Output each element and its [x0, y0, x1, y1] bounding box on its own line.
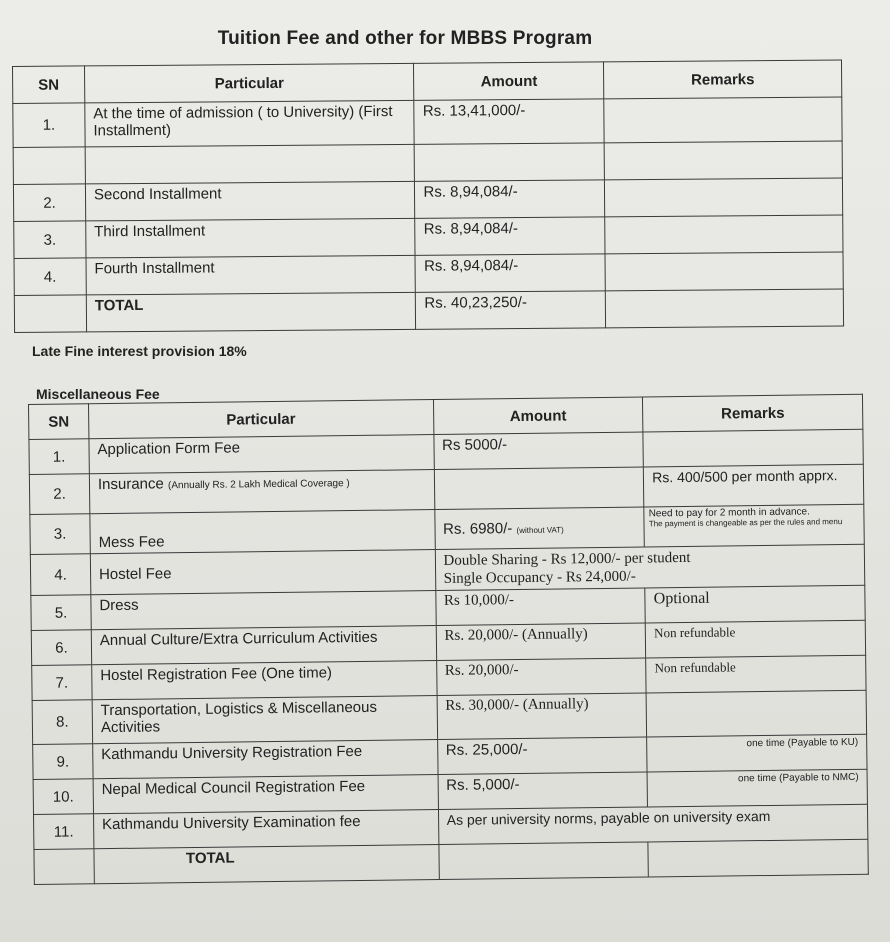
total-label: TOTAL	[86, 292, 416, 332]
cell-amount: Rs 10,000/-	[435, 588, 645, 626]
cell-remarks	[648, 839, 868, 877]
cell-sn: 5.	[31, 595, 91, 631]
cell-particular: Kathmandu University Examination fee	[93, 810, 438, 849]
cell-sn: 6.	[31, 630, 91, 666]
cell-sn: 1.	[13, 103, 85, 148]
cell-remarks: Non refundable	[646, 655, 866, 693]
particular-note: (Annually Rs. 2 Lakh Medical Coverage )	[167, 478, 350, 492]
cell-remarks	[604, 97, 842, 143]
cell-remarks	[604, 141, 842, 180]
cell-amount: Rs. 8,94,084/-	[415, 180, 605, 218]
cell-particular: Application Form Fee	[89, 435, 434, 474]
misc-section-label: Miscellaneous Fee	[36, 386, 160, 402]
cell-sn: 1.	[29, 439, 89, 475]
cell-sn: 4.	[30, 554, 90, 596]
cell-amount: Rs. 20,000/- (Annually)	[436, 623, 646, 661]
cell-sn	[13, 147, 85, 185]
cell-particular: Fourth Installment	[86, 255, 416, 295]
cell-particular: Dress	[91, 591, 436, 630]
cell-amount: As per university norms, payable on university exam	[438, 804, 868, 844]
cell-amount: Rs. 25,000/-	[437, 737, 647, 775]
cell-remarks	[606, 289, 844, 328]
header-particular: Particular	[88, 400, 433, 439]
cell-sn: 9.	[33, 744, 93, 780]
cell-remarks	[605, 215, 843, 254]
cell-particular: Kathmandu University Registration Fee	[93, 740, 438, 779]
document-title: Tuition Fee and other for MBBS Program	[217, 28, 593, 49]
amount-note: (without VAT)	[516, 525, 564, 536]
header-remarks: Remarks	[604, 60, 842, 99]
cell-sn: 2.	[13, 184, 85, 222]
cell-remarks	[643, 429, 863, 467]
cell-remarks: Non refundable	[646, 620, 866, 658]
cell-sn	[34, 849, 94, 885]
cell-sn: 10.	[33, 779, 93, 815]
cell-particular: Nepal Medical Council Registration Fee	[93, 775, 438, 814]
cell-particular: Third Installment	[86, 218, 416, 258]
late-fine-note: Late Fine interest provision 18%	[32, 343, 247, 359]
cell-remarks	[644, 504, 864, 547]
table-header-row	[13, 60, 842, 104]
tuition-fee-table	[12, 59, 844, 333]
cell-amount: Rs 5000/-	[433, 432, 643, 470]
total-row	[14, 289, 843, 333]
cell-sn: 2.	[29, 474, 89, 515]
remarks-note: The payment is changeable as per the rules and menu	[648, 517, 843, 529]
cell-sn: 11.	[34, 814, 94, 850]
cell-amount	[438, 842, 648, 880]
total-amount: Rs. 40,23,250/-	[416, 291, 606, 329]
cell-amount: Double Sharing - Rs 12,000/- per student Single Occupancy - Rs 24,000/-	[435, 544, 865, 590]
remarks-text: Need to pay for 2 month in advance.	[648, 506, 810, 520]
cell-remarks: one time (Payable to KU)	[647, 734, 867, 772]
header-sn: SN	[13, 66, 85, 104]
cell-amount: Rs. 5,000/-	[438, 772, 648, 810]
cell-particular: Second Installment	[85, 181, 415, 221]
amount-text: Rs. 6980/-	[443, 520, 513, 538]
cell-amount	[434, 507, 644, 550]
cell-amount	[434, 467, 644, 510]
cell-amount: Rs. 30,000/- (Annually)	[437, 693, 647, 740]
cell-particular: Mess Fee	[90, 510, 435, 554]
cell-particular	[89, 470, 434, 514]
cell-particular: At the time of admission ( to University) (First Installment)	[85, 100, 415, 147]
cell-particular: Hostel Registration Fee (One time)	[92, 661, 437, 700]
cell-sn	[14, 295, 86, 333]
particular-text: Insurance	[97, 475, 164, 494]
cell-sn: 4.	[14, 258, 86, 296]
cell-particular: Annual Culture/Extra Curriculum Activities	[91, 626, 436, 665]
cell-amount: Rs. 8,94,084/-	[415, 217, 605, 255]
cell-sn: 3.	[30, 514, 90, 555]
cell-remarks: Optional	[645, 585, 865, 623]
cell-amount: Rs. 8,94,084/-	[415, 254, 605, 292]
miscellaneous-fee-table	[28, 394, 869, 885]
cell-remarks	[646, 690, 866, 737]
cell-particular: Transportation, Logistics & Miscellaneous Activities	[92, 696, 437, 744]
cell-remarks: one time (Payable to NMC)	[647, 769, 867, 807]
cell-remarks	[605, 178, 843, 217]
total-label: TOTAL	[94, 845, 439, 884]
header-amount: Amount	[433, 397, 643, 435]
cell-sn: 7.	[32, 665, 92, 701]
header-amount: Amount	[414, 62, 604, 100]
cell-particular: Hostel Fee	[90, 550, 435, 595]
cell-sn: 3.	[14, 221, 86, 259]
header-particular: Particular	[84, 63, 414, 103]
cell-amount	[415, 143, 605, 181]
header-sn: SN	[29, 404, 89, 440]
cell-sn: 8.	[32, 700, 92, 745]
cell-particular	[85, 144, 415, 184]
cell-amount: Rs. 13,41,000/-	[414, 99, 604, 144]
table-row	[13, 97, 842, 148]
cell-amount: Rs. 20,000/-	[436, 658, 646, 696]
cell-remarks	[605, 252, 843, 291]
cell-remarks: Rs. 400/500 per month apprx.	[644, 464, 864, 507]
header-remarks: Remarks	[643, 394, 863, 432]
